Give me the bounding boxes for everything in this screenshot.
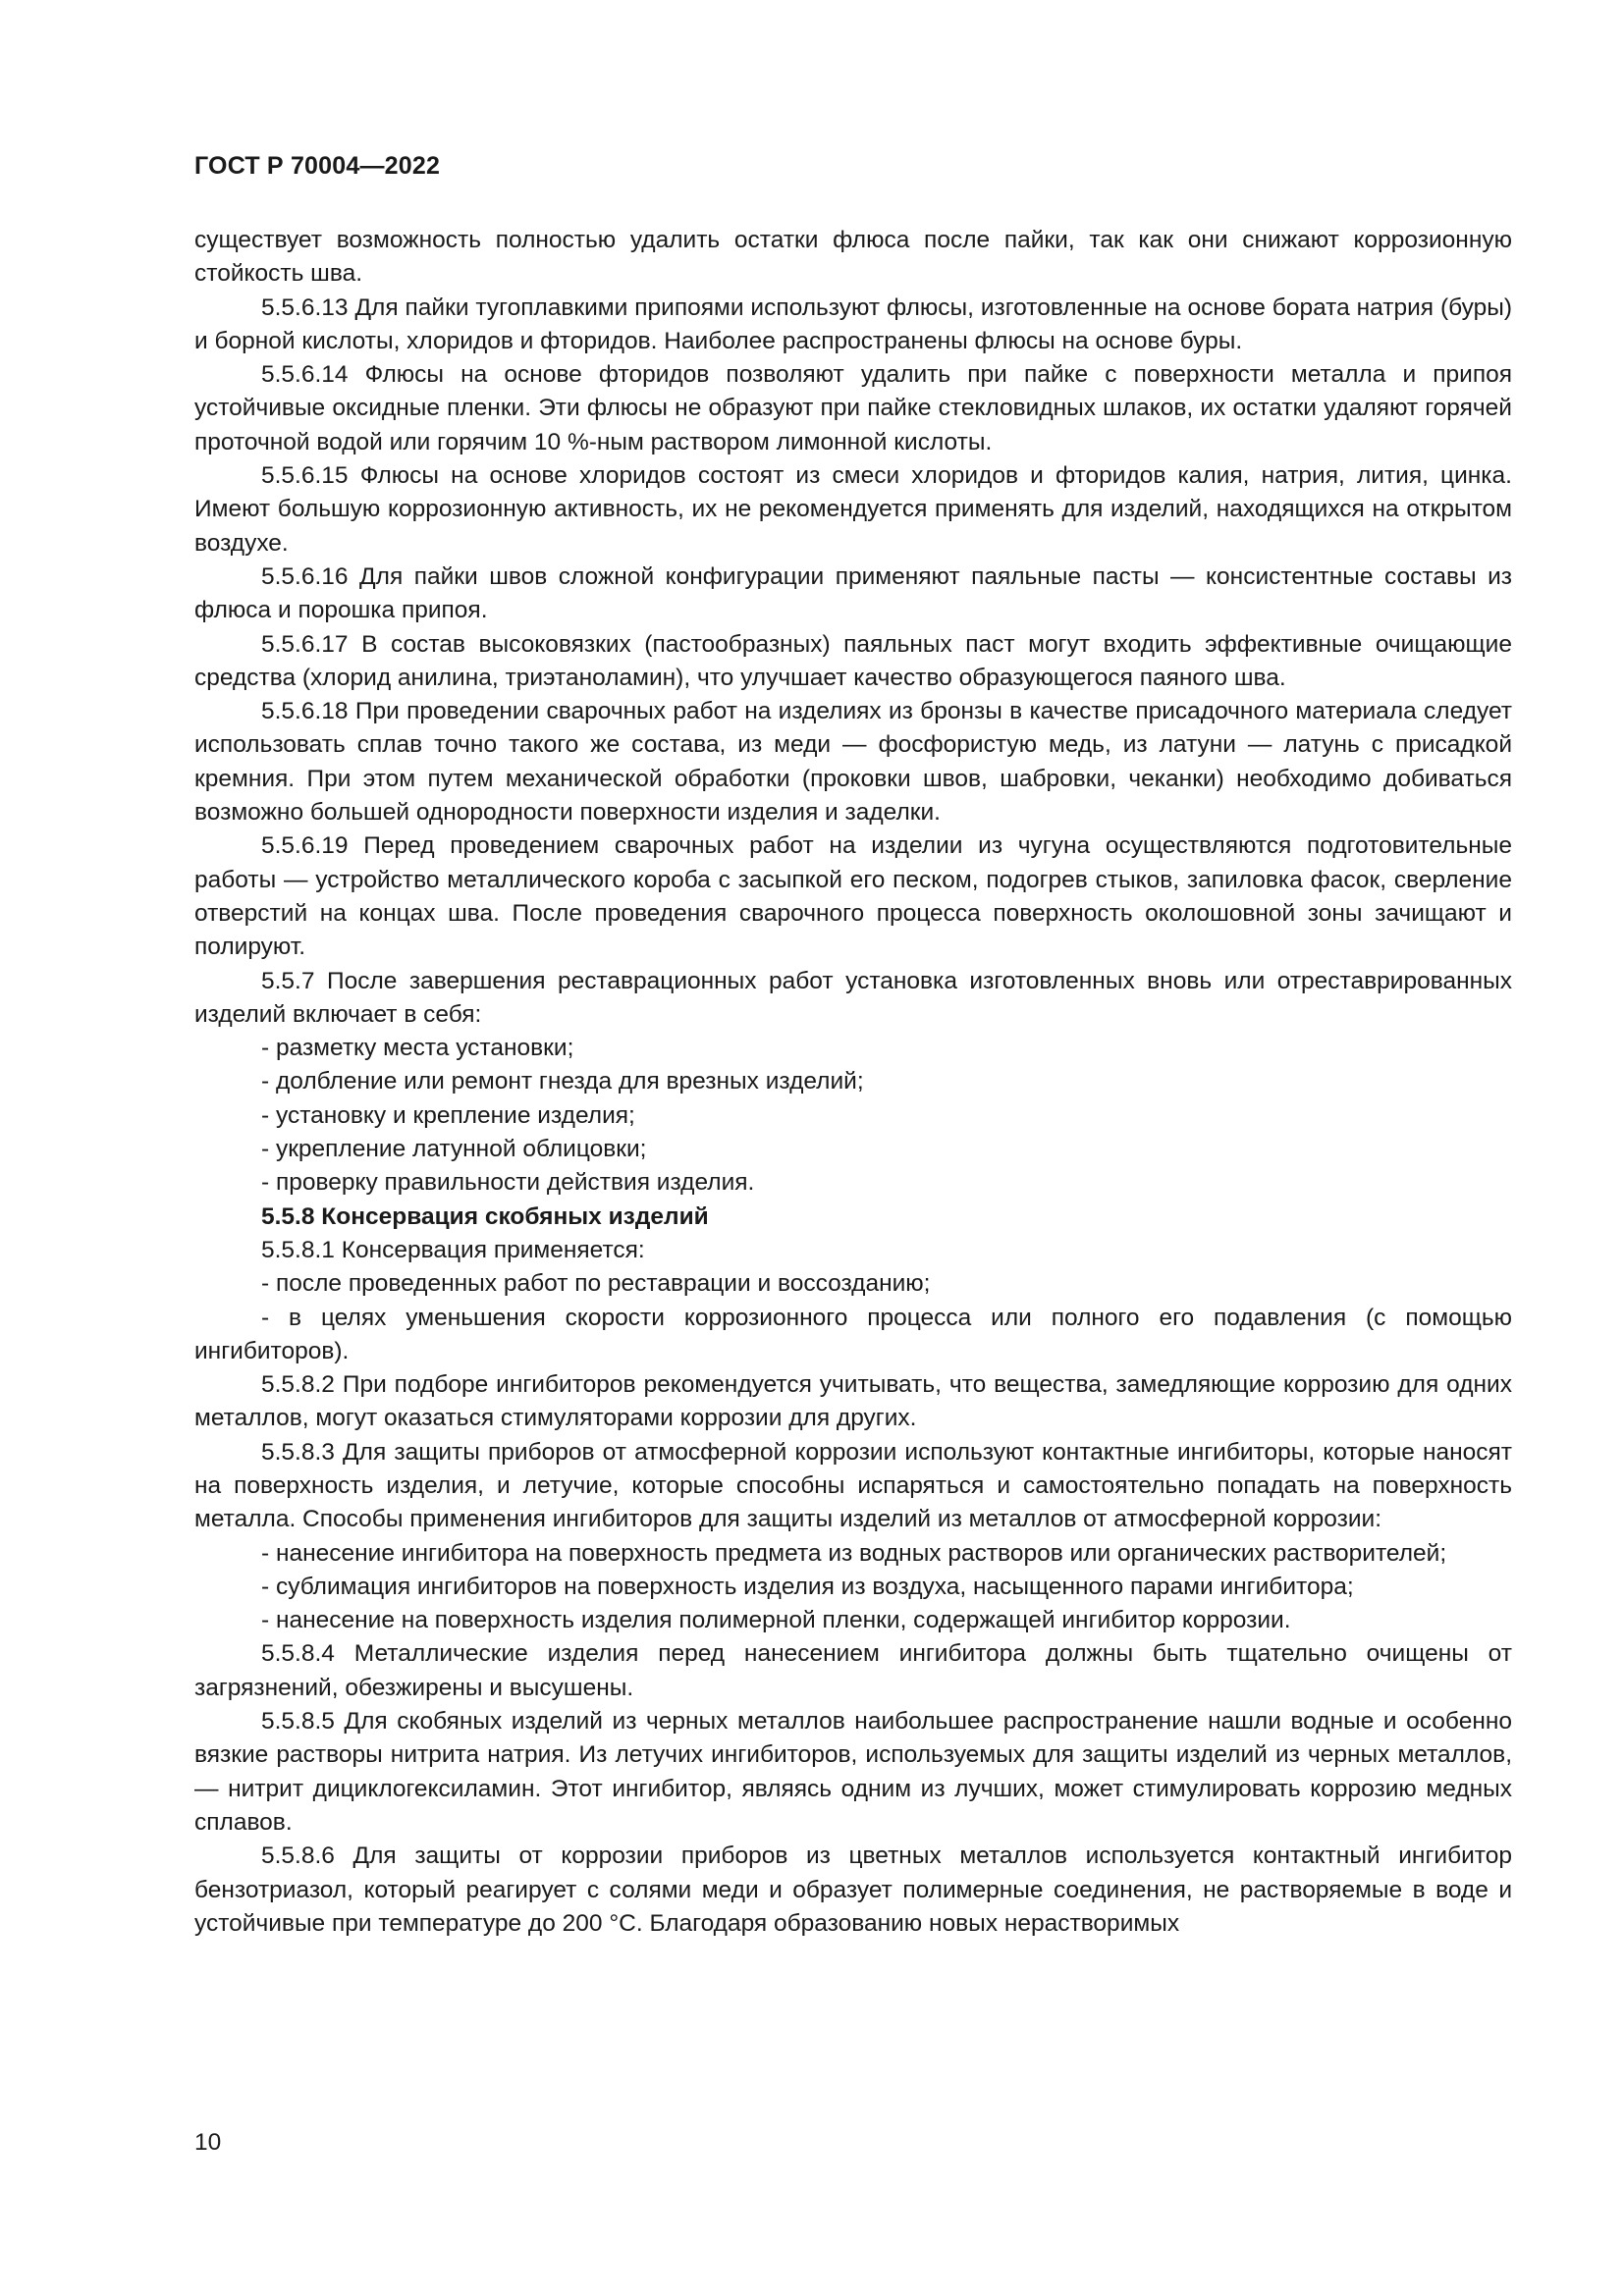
paragraph: 5.5.8.1 Консервация применяется: bbox=[261, 1236, 645, 1263]
list-item: - укрепление латунной облицовки; bbox=[261, 1136, 647, 1163]
paragraph: 5.5.6.15 Флюсы на основе хлоридов состоят из смеси хлоридов и фторидов калия, натрия, лития, цинка. Имеют большую коррозионную активность, их не рекомендуется применять для изделий, находящихся на открытом воздухе. bbox=[194, 462, 1512, 557]
paragraph: - нанесение на поверхность изделия полимерной пленки, содержащей ингибитор коррозии. bbox=[261, 1607, 1291, 1634]
paragraph: 5.5.8.2 При подборе ингибиторов рекомендуется учитывать, что вещества, замедляющие коррозию для одних металлов, могут оказаться стимуляторами коррозии для других. bbox=[194, 1371, 1512, 1432]
document-body bbox=[194, 224, 1512, 1941]
paragraph: 5.5.6.16 Для пайки швов сложной конфигурации применяют паяльные пасты — консистентные составы из флюса и порошка припоя. bbox=[194, 562, 1512, 624]
document-header-code: ГОСТ Р 70004—2022 bbox=[194, 152, 441, 180]
paragraph: - после проведенных работ по реставрации и воссозданию; bbox=[261, 1270, 931, 1298]
paragraph: - сублимация ингибиторов на поверхность изделия из воздуха, насыщенного парами ингибитора; bbox=[261, 1573, 1354, 1600]
list-item: - разметку места установки; bbox=[261, 1035, 574, 1062]
paragraph: 5.5.6.18 При проведении сварочных работ на изделиях из бронзы в качестве присадочного материала следует использовать сплав точно такого же состава, из меди — фосфористую медь, из латуни — латунь с присадкой кремния. При этом путем механической обработки (проковки швов, шабровки, чеканки) необходимо добиваться возможно большей однородности поверхности изделия и заделки. bbox=[194, 698, 1512, 827]
list-item: - долбление или ремонт гнезда для врезных изделий; bbox=[261, 1068, 864, 1095]
paragraph: 5.5.6.19 Перед проведением сварочных работ на изделии из чугуна осуществляются подготовительные работы — устройство металлического короба с засыпкой его песком, подогрев стыков, запиловка фасок, сверление отверстий на концах шва. После проведения сварочного процесса поверхность околошовной зоны зачищают и полируют. bbox=[194, 832, 1512, 961]
list-item: - установку и крепление изделия; bbox=[261, 1101, 635, 1129]
paragraph: - в целях уменьшения скорости коррозионного процесса или полного его подавления (с помощью ингибиторов). bbox=[194, 1304, 1512, 1364]
paragraph: 5.5.8.3 Для защиты приборов от атмосферной коррозии используют контактные ингибиторы, которые наносят на поверхность изделия, и летучие, которые способны испаряться и самостоятельно попадать на поверхность металла. Способы применения ингибиторов для защиты изделий из металлов от атмосферной коррозии: bbox=[194, 1438, 1512, 1533]
section-heading: 5.5.8 Консервация скобяных изделий bbox=[261, 1202, 709, 1230]
paragraph: 5.5.6.17 В состав высоковязких (пастообразных) паяльных паст могут входить эффективные очищающие средства (хлорид анилина, триэтаноламин), что улучшает качество образующегося паяного шва. bbox=[194, 630, 1512, 691]
list-item: - проверку правильности действия изделия. bbox=[261, 1169, 755, 1197]
paragraph: 5.5.7 После завершения реставрационных работ установка изготовленных вновь или отреставрированных изделий включает в себя: bbox=[194, 967, 1512, 1028]
paragraph: 5.5.6.14 Флюсы на основе фторидов позволяют удалить при пайке с поверхности металла и припоя устойчивые оксидные пленки. Эти флюсы не образуют при пайке стекловидных шлаков, их остатки удаляют горячей проточной водой или горячим 10 %-ным раствором лимонной кислоты. bbox=[194, 361, 1512, 455]
paragraph: 5.5.8.5 Для скобяных изделий из черных металлов наибольшее распространение нашли водные и особенно вязкие растворы нитрита натрия. Из летучих ингибиторов, используемых для защиты изделий из черных металлов, — нитрит дициклогексиламин. Этот ингибитор, являясь одним из лучших, может стимулировать коррозию медных сплавов. bbox=[194, 1708, 1512, 1836]
paragraph: 5.5.8.6 Для защиты от коррозии приборов из цветных металлов используется контактный ингибитор бензотриазол, который реагирует с солями меди и образует полимерные соединения, не растворяемые в воде и устойчивые при температуре до 200 °С. Благодаря образованию новых нерастворимых bbox=[194, 1842, 1512, 1937]
page-number: 10 bbox=[194, 2129, 222, 2156]
paragraph: существует возможность полностью удалить остатки флюса после пайки, так как они снижают коррозионную стойкость шва. bbox=[194, 227, 1512, 288]
paragraph: 5.5.6.13 Для пайки тугоплавкими припоями используют флюсы, изготовленные на основе бората натрия (буры) и борной кислоты, хлоридов и фторидов. Наиболее распространены флюсы на основе буры. bbox=[194, 294, 1512, 354]
paragraph: 5.5.8.4 Металлические изделия перед нанесением ингибитора должны быть тщательно очищены от загрязнений, обезжирены и высушены. bbox=[194, 1640, 1512, 1701]
paragraph: - нанесение ингибитора на поверхность предмета из водных растворов или органических растворителей; bbox=[261, 1539, 1447, 1567]
